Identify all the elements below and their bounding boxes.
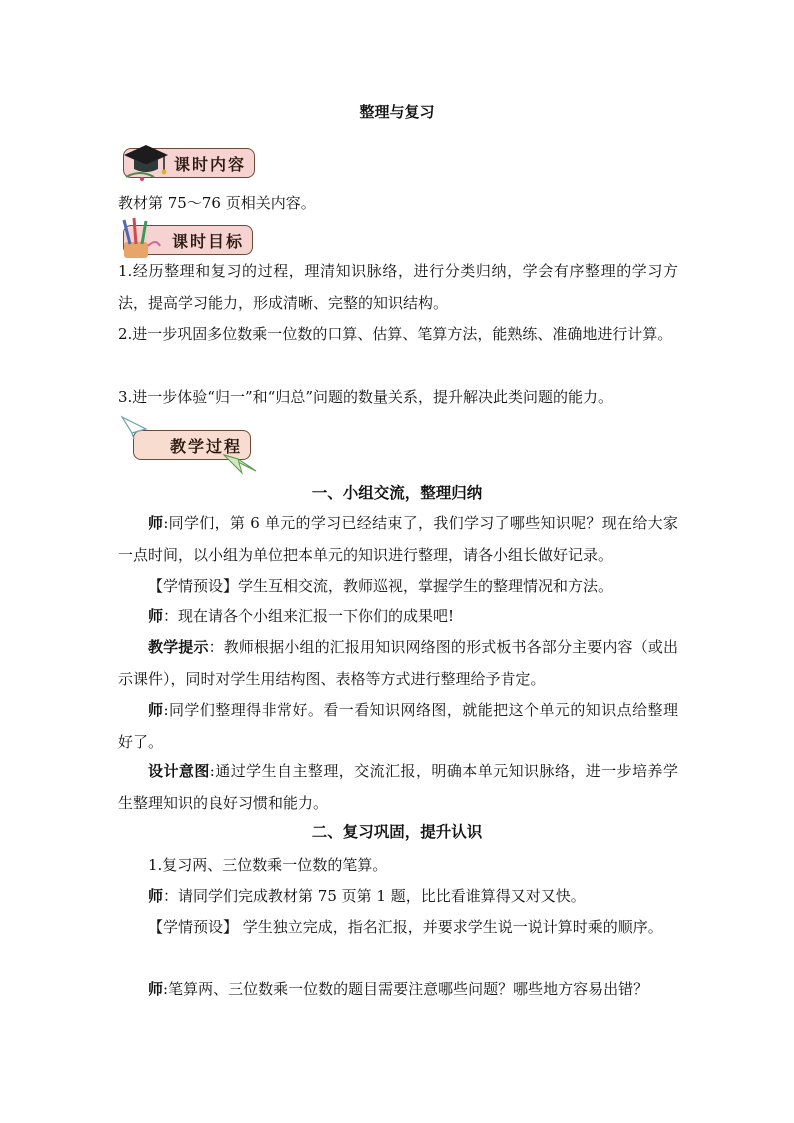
speaker-label: 师 — [148, 514, 164, 532]
goal-item-3: 3.进一步体验“归一”和“归总”问题的数量关系，提升解决此类问题的能力。 — [118, 388, 613, 406]
paragraph-text: :通过学生自主整理，交流汇报，明确本单元知识脉络，进一步培养学生整理知识的良好习惯和能力。 — [118, 762, 678, 812]
paragraph-text: :同学们整理得非常好。看一看知识网络图，就能把这个单元的知识点给整理好了。 — [118, 701, 678, 751]
paragraph — [118, 912, 678, 944]
paragraph — [118, 632, 678, 695]
paragraph — [118, 881, 678, 913]
badge-label: 教学过程 — [169, 436, 242, 456]
paragraph-text: :笔算两、三位数乘一位数的题目需要注意哪些问题？哪些地方容易出错？ — [163, 980, 649, 998]
paper-plane-icon — [120, 415, 270, 475]
paragraph-text: ：教师根据小组的汇报用知识网络图的形式板书各部分主要内容（或出示课件），同时对学生用结构图、表格等方式进行整理给予肯定。 — [118, 638, 678, 688]
paragraph — [118, 756, 678, 819]
badge-lesson-goals — [123, 225, 253, 255]
page-title: 整理与复习 — [359, 103, 435, 121]
paragraph: 1.复习两、三位数乘一位数的笔算。 — [148, 856, 388, 874]
paragraph — [118, 974, 678, 1006]
paragraph — [118, 695, 678, 758]
graduation-cap-icon — [120, 139, 172, 183]
badge-lesson-content — [123, 148, 255, 178]
tip-label: 教学提示 — [148, 638, 209, 656]
badge-label: 课时内容 — [173, 154, 246, 174]
paragraph-text: 学生独立完成，指名汇报，并要求学生说一说计算时乘的顺序。 — [238, 918, 663, 936]
badge-teaching-process — [133, 430, 251, 460]
preset-label: 【学情预设】 — [148, 918, 239, 936]
goal-item-2: 2.进一步巩固多位数乘一位数的口算、估算、笔算方法，能熟练、准确地进行计算。 — [118, 325, 673, 343]
paragraph-text: 学生互相交流，教师巡视，掌握学生的整理情况和方法。 — [238, 577, 614, 595]
speaker-label: 师 — [148, 980, 164, 998]
paragraph — [118, 508, 678, 571]
speaker-label: 师 — [148, 701, 164, 719]
design-label: 设计意图 — [148, 762, 210, 780]
section-heading-1: 一、小组交流，整理归纳 — [311, 483, 483, 502]
section-heading-2: 二、复习巩固，提升认识 — [311, 822, 483, 841]
speaker-label: 师 — [148, 887, 164, 905]
paragraph — [118, 601, 678, 633]
badge-label: 课时目标 — [171, 231, 244, 251]
content-text: 教材第 75～76 页相关内容。 — [118, 194, 316, 212]
preset-label: 【学情预设】 — [148, 577, 239, 595]
paragraph-text: :同学们，第 6 单元的学习已经结束了，我们学习了哪些知识呢？现在给大家一点时间，以小组为单位把本单元的知识进行整理，请各小组长做好记录。 — [118, 514, 678, 564]
speaker-label: 师 — [148, 607, 164, 625]
paragraph-text: ：请同学们完成教材第 75 页第 1 题，比比看谁算得又对又快。 — [163, 887, 586, 905]
paragraph-text: ：现在请各个小组来汇报一下你们的成果吧! — [163, 607, 455, 625]
paragraph — [118, 571, 678, 603]
goal-item-1: 1.经历整理和复习的过程，理清知识脉络，进行分类归纳，学会有序整理的学习方法，提高学习能力，形成清晰、完整的知识结构。 — [118, 262, 678, 312]
